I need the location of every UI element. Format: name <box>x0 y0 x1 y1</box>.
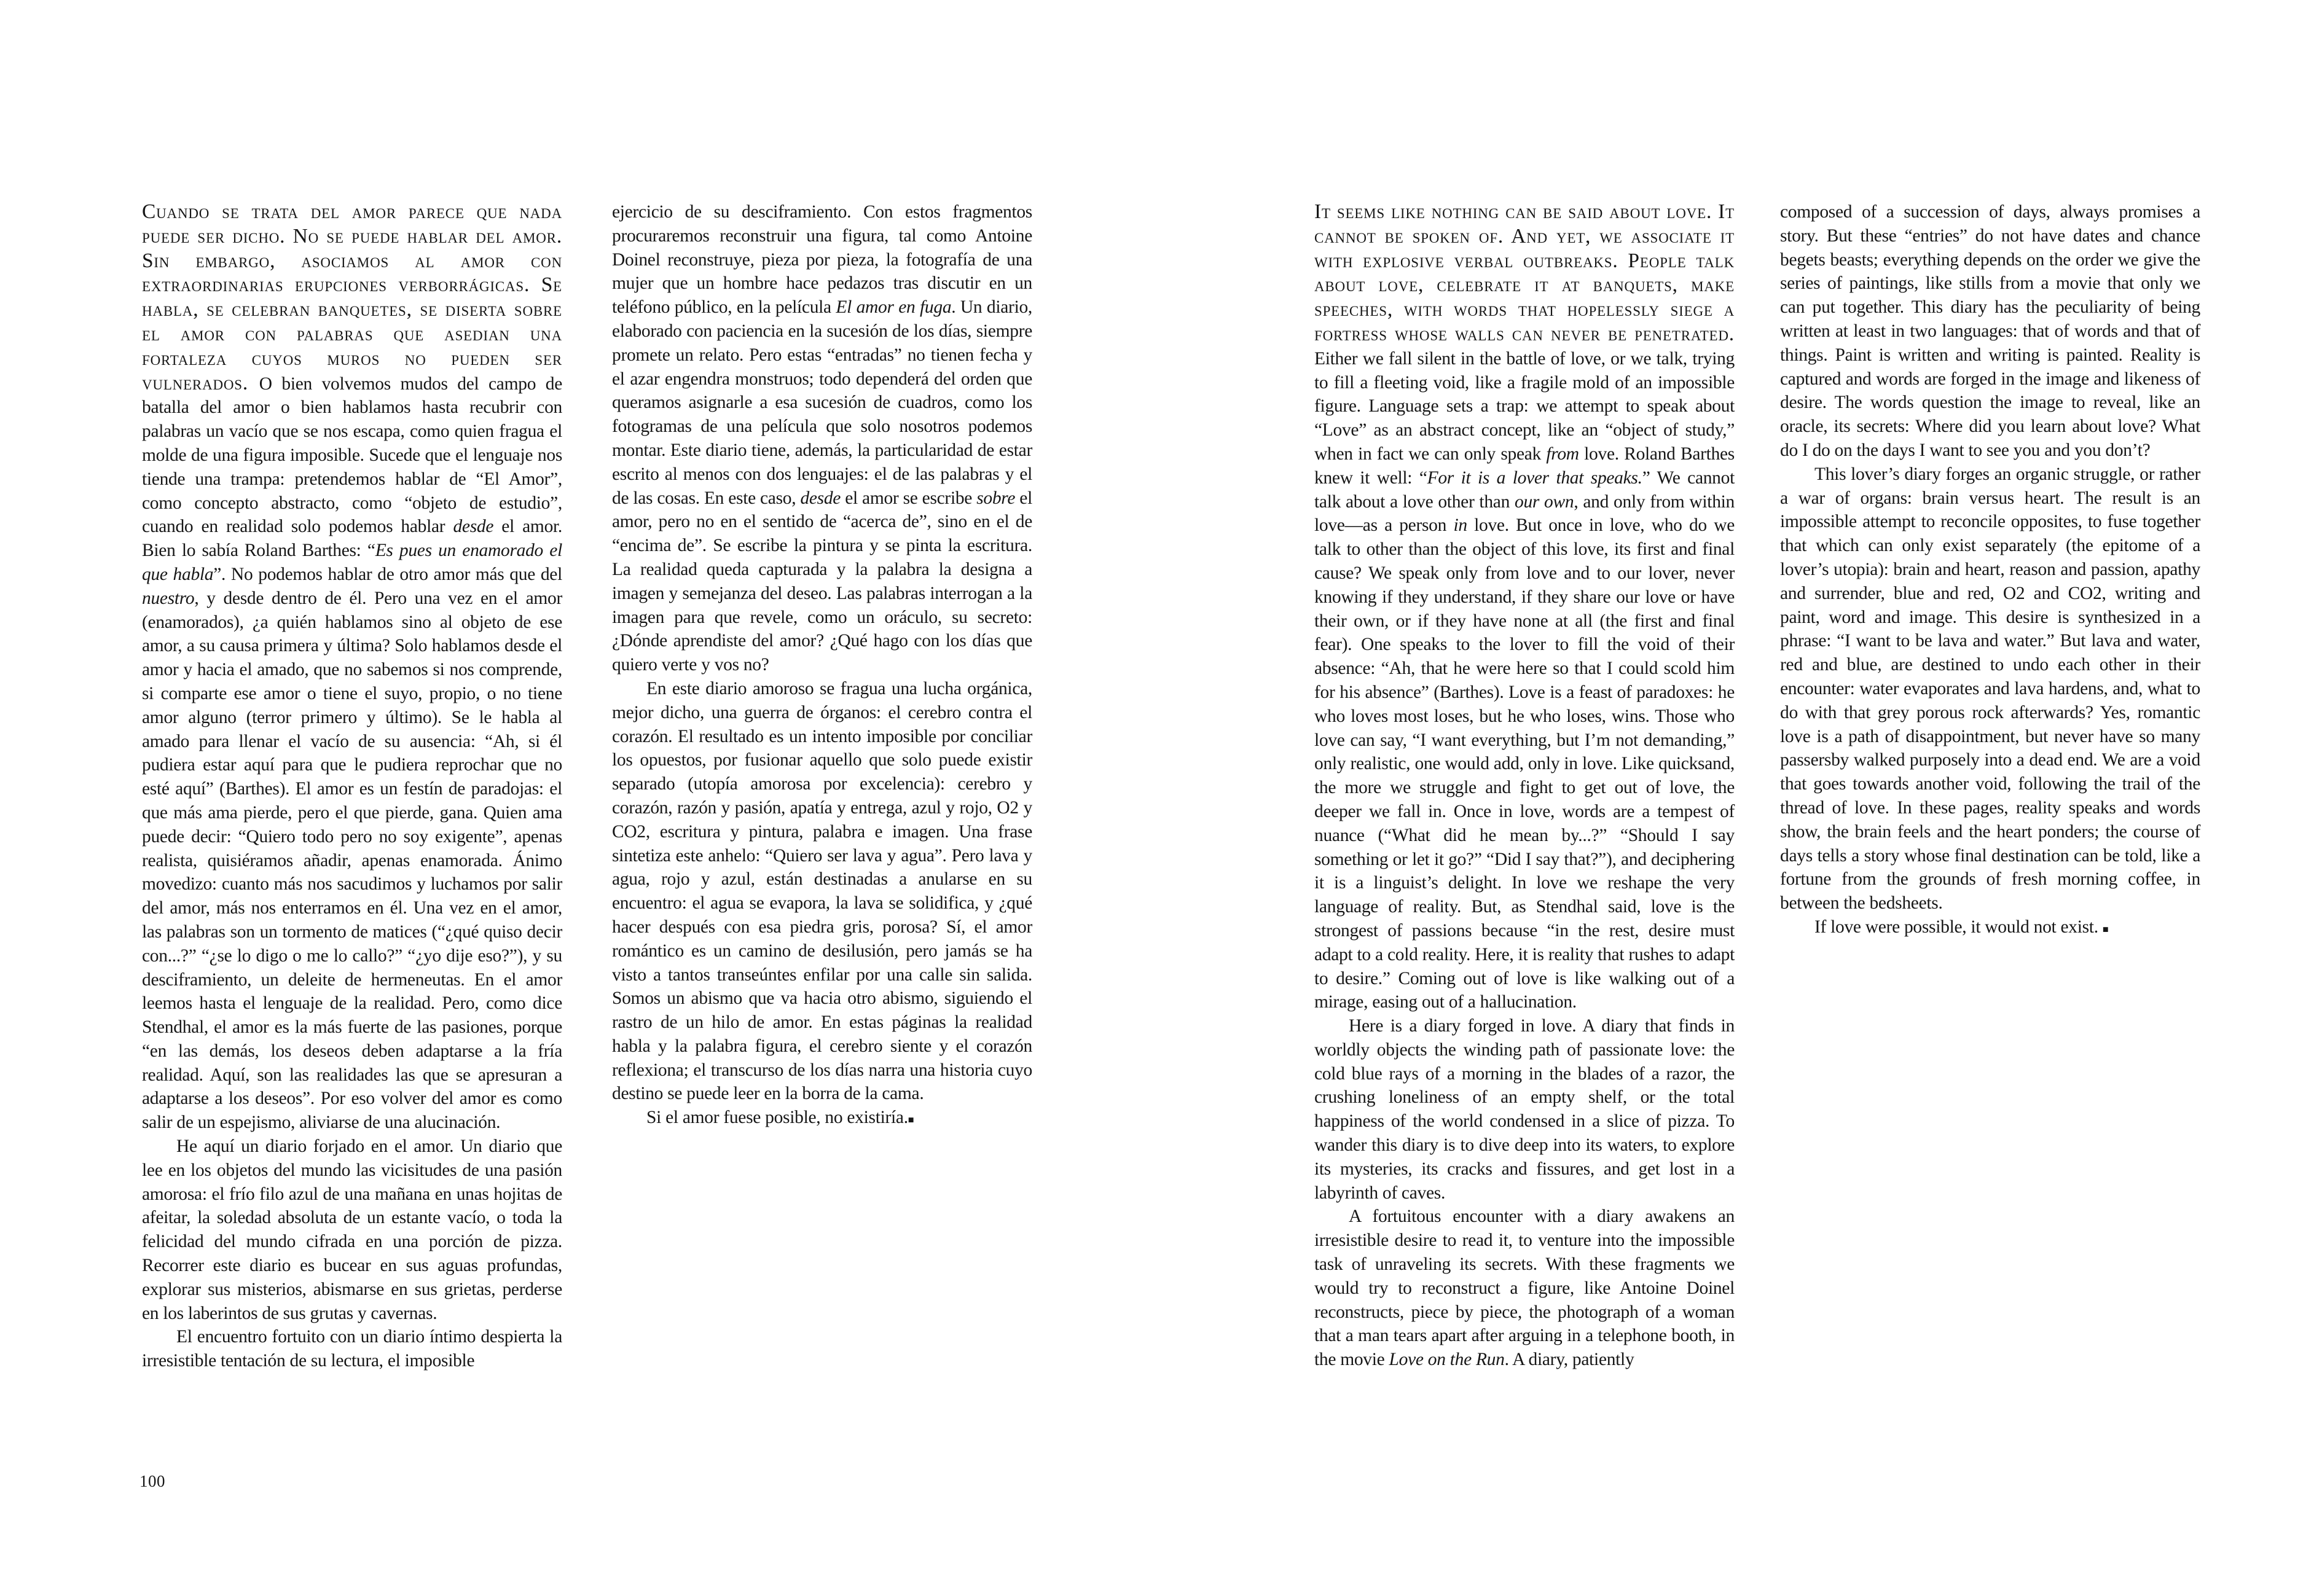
text-segment: En este diario amoroso se fragua una lucha orgánica, mejor dicho, una guerra de órganos: el cerebro contra el corazón. El resultado es un intento imposible por conciliar los opuestos, por fusionar aquello que solo puede existir separado (utopía amorosa por excelencia): cerebro y corazón, razón y pasión, apatía y entrega, azul y rojo, O2 y CO2, escritura y pintura, palabra e imagen. Una frase sintetiza este anhelo: “Quiero ser lava y agua”. Pero lava y agua, rojo y azul, están destinadas a anularse en su encuentro: el agua se evapora, la lava se solidifica, y ¿qué hacer después con esa piedra gris, porosa? Sí, el amor romántico es un camino de desilusión, pero jamás se ha visto a tantos transeúntes enfilar por una calle sin salida. Somos un abismo que va hacia otro abismo, siguiendo el rastro de un hilo de amor. En estas páginas la realidad habla y la palabra figura, el cerebro siente y el corazón reflexiona; el transcurso de los días narra una historia cuyo destino se puede leer en la borra de la cama. <box>612 678 1032 1104</box>
text-segment: El amor en fuga <box>836 297 952 318</box>
text-segment: He aquí un diario forjado en el amor. Un diario que lee en los objetos del mundo las vicisitudes de una pasión amorosa: el frío filo azul de una mañana en unas hojitas de afeitar, la soledad absoluta de un estante vacío, o toda la felicidad del mundo cifrada en una porción de pizza. Recorrer este diario es bucear en sus aguas profundas, explorar sus misterios, abismarse en sus grietas, perderse en los laberintos de sus grutas y cavernas. <box>142 1136 562 1323</box>
text-segment: Es pues un enamorado el que habla <box>142 541 562 584</box>
text-column-spanish-1 <box>142 200 562 1373</box>
text-segment: . Un diario, elaborado con paciencia en la sucesión de los días, siempre promete un relato. Pero estas “entradas” no tienen fecha y el azar engendra monstruos; todo dependerá del orden que queramos asignarle a esa sucesión de cuadros, como los fotogramas de una película que solo nosotros podemos montar. Este diario tiene, además, la particularidad de estar escrito al menos con dos lenguajes: el de las palabras y el de las cosas. En este caso, <box>612 297 1032 508</box>
text-segment: , and only from within love—as a person <box>1314 491 1735 536</box>
text-segment: el amor, pero no en el sentido de “acerca de”, sino en el de “encima de”. Se escribe la pintura y se pinta la escritura. La realidad queda capturada y la palabra la designa a imagen y semejanza del deseo. Las palabras interrogan a la imagen para que revele, como un oráculo, su secreto: ¿Dónde aprendiste del amor? ¿Qué hago con los días que quiero verte y vos no? <box>612 488 1032 675</box>
text-segment: composed of a succession of days, always promises a story. But these “entries” do not have dates and chance begets beasts; everything depends on the order we give the series of paintings, like stills from a movie that only we can put together. This diary has the peculiarity of being written at least in two languages: that of words and that of things. Paint is written and writing is painted. Reality is captured and words are forged in the image and likeness of desire. The words question the image to reveal, like an oracle, its secrets: Where did you learn about love? What do I do on the days I want to see you and you don’t? <box>1780 202 2200 460</box>
text-segment: Love on the Run <box>1389 1350 1505 1370</box>
text-segment: If love were possible, it would not exist. <box>1814 917 2103 937</box>
text-segment: A fortuitous encounter with a diary awakens an irresistible desire to read it, to venture into the impossible task of unraveling its secrets. With these fragments we would try to reconstruct a figure, like Antoine Doinel reconstructs, piece by piece, the photograph of a woman that a man tears apart after arguing in a telephone booth, in the movie <box>1314 1207 1735 1370</box>
text-segment: O bien volvemos mudos del campo de batalla del amor o bien hablamos hasta recubrir con palabras un vacío que se nos escapa, como quien fragua el molde de una figura imposible. Sucede que el lenguaje nos tiende una trampa: pretendemos hablar de “El Amor”, como concepto abstracto, como “objeto de estudio”, cuando en realidad solo podemos hablar <box>142 374 562 537</box>
text-column-english-2 <box>1780 200 2200 942</box>
paragraph <box>142 200 562 1135</box>
text-segment: It seems like nothing can be said about love. It cannot be spoken of. And yet, we associate it with explosive verbal outbreaks. People talk about love, celebrate it at banquets, make speeches, with words that hopelessly siege a fortress whose walls can never be penetrated. <box>1314 200 1735 345</box>
text-segment: love. Roland Barthes knew it well: “ <box>1314 444 1735 488</box>
text-segment: desde <box>800 488 841 508</box>
paragraph <box>1314 1205 1735 1372</box>
text-segment: . A diary, patiently <box>1504 1350 1634 1370</box>
paragraph <box>1780 200 2200 463</box>
text-segment: For it is a lover that speaks. <box>1427 467 1642 488</box>
page-right <box>1161 0 2322 1596</box>
paragraph <box>142 1325 562 1373</box>
text-segment: El encuentro fortuito con un diario íntimo despierta la irresistible tentación de su lectura, el imposible <box>142 1327 562 1371</box>
text-segment: sobre <box>976 488 1016 508</box>
text-segment: ”. No podemos hablar de otro amor más que del <box>213 564 562 584</box>
text-segment: ” We cannot talk about a love other than <box>1314 467 1735 512</box>
text-segment: in <box>1453 515 1467 536</box>
paragraph <box>612 1106 1032 1132</box>
paragraph <box>1314 1014 1735 1205</box>
paragraph <box>612 677 1032 1106</box>
text-segment: , y desde dentro de él. Pero una vez en el amor (enamorados), ¿a quién hablamos sino al objeto de ese amor, a su causa primera y última? Solo hablamos desde el amor y hacia el amado, que no sabemos si nos comprende, si comparte ese amor o tiene el suyo, propio, o no tiene amor alguno (terror primero y último). Se le habla al amado para llenar el vacío de su ausencia: “Ah, si él pudiera estar aquí para que le pudiera reprochar que no esté aquí” (Barthes). El amor es un festín de paradojas: el que más ama pierde, pero el que pierde, gana. Quien ama puede decir: “Quiero todo pero no soy exigente”, apenas realista, quisiéramos añadir, apenas enamorada. Ánimo movedizo: cuanto más nos sacudimos y luchamos por salir del amor, más nos enterramos en él. Una vez en el amor, las palabras son un tormento de matices (“¿qué quiso decir con...?” “¿se lo digo o me lo callo?” “¿yo dije eso?”), y su desciframiento, un deleite de hermeneutas. En el amor leemos hasta el lenguaje de la realidad. Pero, como dice Stendhal, el amor es la más fuerte de las pasiones, porque “en las demás, los deseos deben adaptarse a la fría realidad. Aquí, son las realidades las que se apresuran a adaptarse a los deseos”. Por eso volver del amor es como salir de un espejismo, aliviarse de una alucinación. <box>142 588 562 1133</box>
paragraph <box>1780 915 2200 942</box>
paragraph <box>1780 463 2200 915</box>
text-segment: from <box>1546 444 1579 464</box>
text-segment: ejercicio de su desciframiento. Con estos fragmentos procuraremos reconstruir una figura, tal como Antoine Doinel reconstruye, pieza por pieza, la fotografía de una mujer que un hombre hace pedazos tras discutir en un teléfono público, en la película <box>612 202 1032 318</box>
paragraph <box>142 1135 562 1325</box>
text-segment: Si el amor fuese posible, no existiría. <box>646 1108 908 1128</box>
text-segment: nuestro <box>142 588 195 608</box>
text-segment: Cuando se trata del amor parece que nada puede ser dicho. No se puede hablar del amor. Sin embargo, asociamos al amor con extraordinarias erupciones verborrágicas. Se habla, se celebran banquetes, se diserta sobre el amor con palabras que asedian una fortaleza cuyos muros no pueden ser vulnerados. <box>142 200 562 394</box>
text-segment: Here is a diary forged in love. A diary that finds in worldly objects the winding path of passionate love: the cold blue rays of a morning in the blades of a razor, the crushing loneliness of an empty shelf, or the total happiness of the world condensed in a slice of pizza. To wander this diary is to dive deep into its waters, to explore its mysteries, its cracks and fissures, and get lost in a labyrinth of caves. <box>1314 1016 1735 1203</box>
text-segment: el amor se escribe <box>841 488 977 508</box>
paragraph <box>612 200 1032 677</box>
text-column-english-1 <box>1314 200 1735 1372</box>
text-segment: desde <box>453 517 494 537</box>
text-segment: el amor. Bien lo sabía Roland Barthes: “ <box>142 517 563 561</box>
text-segment: ■ <box>908 1114 914 1126</box>
text-segment: love. But once in love, who do we talk to other than the object of this love, its first and final cause? We speak only from love and to our lover, never knowing if they understand, if they share our love or have their own, or if they have none at all (the first and final fear). One speaks to the lover to fill the void of their absence: “Ah, that he were here so that I could scold him for his absence” (Barthes). Love is a feast of paradoxes: he who loves most loses, but he who loses, wins. Those who love can say, “I want everything, but I’m not demanding,” only realistic, one would add, only in love. Like quicksand, the more we struggle and fight to get out of love, the deeper we fall in. Once in love, words are a tempest of nuance (“What did he mean by...?” “Should I say something or let it go?” “Did I say that?”), and deciphering it is a linguist’s delight. In love we reshape the very language of reality. But, as Stendhal said, love is the strongest of passions because “in the rest, desire must adapt to a cold reality. Here, it is reality that rushes to adapt to desire.” Coming out of love is like walking out of a mirage, easing out of a hallucination. <box>1314 515 1735 1012</box>
page-number: 100 <box>139 1472 165 1490</box>
paragraph <box>1314 200 1735 1014</box>
text-column-spanish-2 <box>612 200 1032 1132</box>
text-segment: our own <box>1515 491 1574 512</box>
text-segment: ■ <box>2102 923 2109 935</box>
text-segment: This lover’s diary forges an organic struggle, or rather a war of organs: brain versus heart. The result is an impossible attempt to reconcile opposites, to fuse together that which can only exist separately (the epitome of a lover’s utopia): brain and heart, reason and passion, apathy and surrender, blue and red, O2 and CO2, writing and paint, word and image. This desire is synthesized in a phrase: “I want to be lava and water.” But lava and water, red and blue, are destined to undo each other in their encounter: water evaporates and lava hardens, and, what to do with that grey porous rock afterwards? Yes, romantic love is a path of disappointment, but never have so many passersby walked purposely into a dead end. We are a void that goes towards another void, following the trail of the thread of love. In these pages, reality speaks and words show, the brain feels and the heart ponders; the course of days tells a story whose final destination can be told, like a fortune from the grounds of fresh morning coffee, in between the bedsheets. <box>1780 464 2200 913</box>
text-segment: Either we fall silent in the battle of love, or we talk, trying to fill a fleeting void, like a fragile mold of an impossible figure. Language sets a trap: we attempt to speak about “Love” as an abstract concept, like an “object of study,” when in fact we can only speak <box>1314 348 1735 464</box>
